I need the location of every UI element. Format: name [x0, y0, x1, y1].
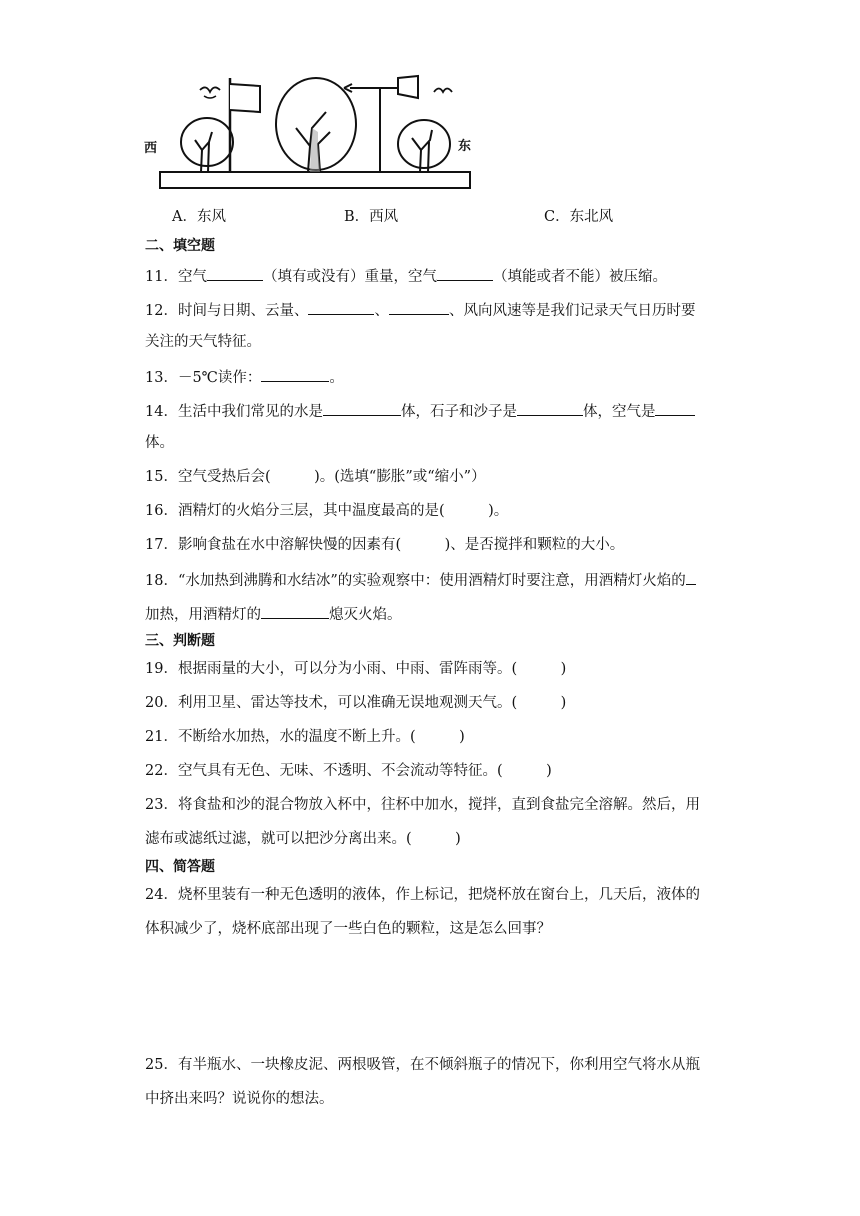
question-text: 影响食盐在水中溶解快慢的因素有( )、是否搅拌和颗粒的大小。: [177, 537, 625, 553]
option-b[interactable]: [344, 207, 398, 227]
question-23: [145, 795, 700, 815]
question-12-line2: 关注的天气特征。: [145, 334, 261, 350]
question-18-line2: [145, 603, 402, 625]
question-25: [145, 1055, 700, 1075]
question-text: 熄灭火焰。: [329, 607, 402, 623]
question-24-line2: 体积减少了，烧杯底部出现了一些白色的颗粒，这是怎么回事？: [145, 921, 551, 937]
question-text: （填能或者不能）被压缩。: [492, 269, 667, 285]
option-letter: C．: [544, 209, 570, 225]
question-number: 22．: [145, 763, 178, 779]
question-number: 16．: [145, 503, 178, 519]
question-text: 利用卫星、雷达等技术，可以准确无误地观测天气。( ): [177, 695, 567, 711]
question-text: 空气受热后会( )。(选填“膨胀”或“缩小”）: [177, 469, 486, 485]
question-text: 将食盐和沙的混合物放入杯中，往杯中加水，搅拌，直到食盐完全溶解。然后，用: [177, 797, 700, 813]
question-number: 24．: [145, 887, 178, 903]
option-text: 西风: [369, 209, 399, 225]
question-14: [145, 400, 695, 422]
question-number: 21．: [145, 729, 178, 745]
east-label: 东: [458, 139, 472, 154]
option-letter: B．: [344, 209, 370, 225]
answer-blank[interactable]: [261, 366, 329, 382]
answer-blank[interactable]: [517, 400, 583, 416]
question-text: 空气具有无色、无味、不透明、不会流动等特征。( ): [177, 763, 552, 779]
section-heading-short: 四、简答题: [145, 859, 215, 875]
question-text: 有半瓶水、一块橡皮泥、两根吸管，在不倾斜瓶子的情况下，你利用空气将水从瓶: [177, 1057, 700, 1073]
question-23-line2: 滤布或滤纸过滤，就可以把沙分离出来。( ): [145, 831, 461, 847]
question-12: [145, 299, 695, 321]
question-number: 20．: [145, 695, 178, 711]
question-text: （填有或没有）重量，空气: [262, 269, 437, 285]
question-number: 14．: [145, 404, 178, 420]
west-label: 西: [144, 141, 158, 156]
question-text: 。: [329, 370, 344, 386]
question-text: 烧杯里装有一种无色透明的液体，作上标记，把烧杯放在窗台上，几天后，液体的: [177, 887, 700, 903]
question-number: 13．: [145, 370, 178, 386]
question-text: 生活中我们常见的水是: [177, 404, 323, 420]
question-number: 17．: [145, 537, 178, 553]
question-number: 12．: [145, 303, 178, 319]
question-number: 25．: [145, 1057, 178, 1073]
question-25-line2: 中挤出来吗？说说你的想法。: [145, 1091, 334, 1107]
question-text: “水加热到沸腾和水结冰”的实验观察中：使用酒精灯时要注意，用酒精灯火焰的: [177, 573, 686, 589]
question-number: 15．: [145, 469, 178, 485]
question-number: 11．: [145, 269, 178, 285]
question-text: 加热，用酒精灯的: [145, 607, 261, 623]
question-number: 19．: [145, 661, 178, 677]
answer-blank[interactable]: [323, 400, 401, 416]
answer-blank[interactable]: [437, 265, 493, 281]
question-number: 18．: [145, 573, 178, 589]
question-18: [145, 569, 696, 591]
question-20: [145, 693, 566, 713]
section-heading-fill: 二、填空题: [145, 238, 215, 254]
wind-direction-figure: [140, 62, 480, 196]
option-c[interactable]: [544, 207, 613, 227]
section-heading-judge: 三、判断题: [145, 633, 215, 649]
question-11: [145, 265, 667, 287]
answer-blank[interactable]: [207, 265, 263, 281]
question-24: [145, 885, 700, 905]
option-text: 东风: [196, 209, 226, 225]
question-text: －5℃读作：: [177, 370, 262, 386]
answer-blank[interactable]: [389, 299, 449, 315]
question-14-line2: 体。: [145, 435, 174, 451]
question-19: [145, 659, 566, 679]
answer-blank[interactable]: [308, 299, 374, 315]
question-text: 体，空气是: [582, 404, 656, 420]
answer-blank[interactable]: [261, 603, 329, 619]
option-text: 东北风: [569, 209, 614, 225]
answer-blank[interactable]: [655, 400, 695, 416]
question-text: 空气: [177, 269, 207, 285]
question-17: [145, 535, 624, 555]
answer-blank[interactable]: [686, 569, 696, 585]
question-text: 、: [374, 303, 389, 319]
question-21: [145, 727, 465, 747]
question-number: 23．: [145, 797, 178, 813]
question-text: 酒精灯的火焰分三层，其中温度最高的是( )。: [177, 503, 509, 519]
question-13: [145, 366, 344, 388]
question-text: 体，石子和沙子是: [400, 404, 517, 420]
question-text: 不断给水加热，水的温度不断上升。( ): [177, 729, 465, 745]
question-text: 、风向风速等是我们记录天气日历时要: [448, 303, 696, 319]
question-22: [145, 761, 552, 781]
option-a[interactable]: [172, 207, 226, 227]
question-text: 时间与日期、云量、: [177, 303, 309, 319]
question-15: [145, 467, 486, 487]
option-letter: A．: [172, 209, 197, 225]
question-text: 根据雨量的大小，可以分为小雨、中雨、雷阵雨等。( ): [177, 661, 567, 677]
question-16: [145, 501, 508, 521]
